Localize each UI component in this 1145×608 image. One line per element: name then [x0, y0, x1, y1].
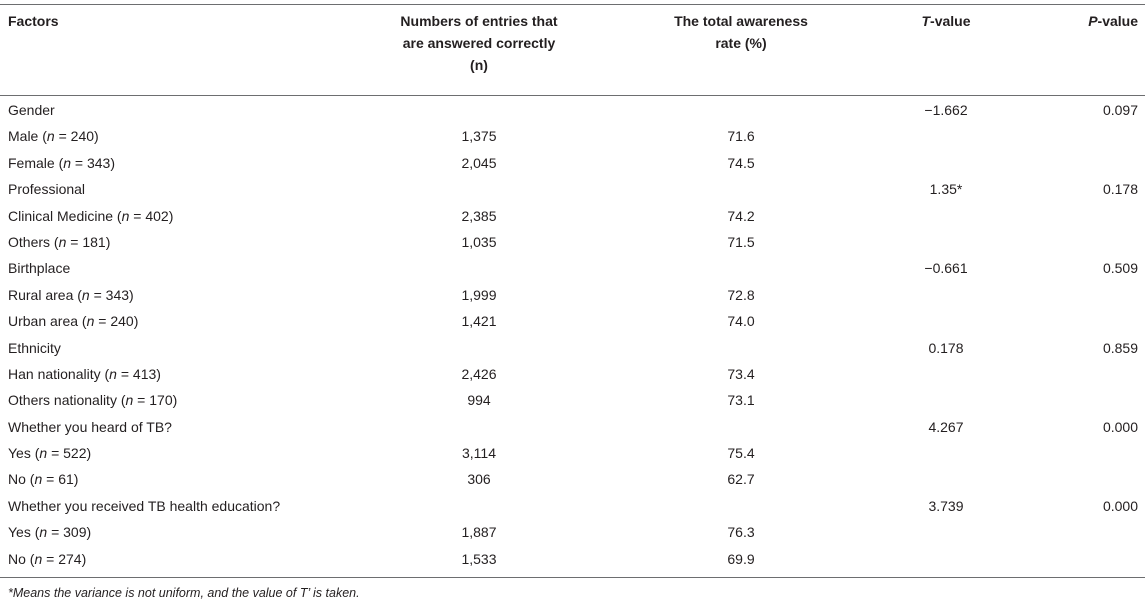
cell-factor [8, 519, 91, 545]
factor-label: No ( [8, 550, 35, 567]
cell-awareness-rate: 76.3 [727, 524, 755, 541]
table-row [0, 440, 1145, 466]
factor-count: = 309) [47, 524, 92, 541]
factor-label: Gender [8, 102, 55, 118]
cell-factor [8, 546, 86, 572]
header-rate-line2: rate (%) [715, 35, 767, 51]
cell-factor [8, 361, 161, 387]
table-body [0, 97, 1145, 572]
cell-factor [8, 203, 173, 229]
table-top-rule [0, 4, 1145, 5]
cell-entries: 1,035 [461, 233, 497, 250]
table-row [0, 493, 1145, 519]
cell-factor [8, 387, 177, 413]
header-p-value [1058, 10, 1138, 32]
cell-p-value: 0.859 [1102, 339, 1138, 356]
factor-n-symbol: n [34, 471, 43, 488]
factor-label: Female ( [8, 154, 64, 171]
header-t-letter: T [921, 13, 931, 29]
table-header-rule [0, 95, 1145, 96]
cell-t-value: −0.661 [924, 260, 968, 277]
table-row [0, 387, 1145, 413]
cell-awareness-rate: 74.5 [727, 154, 755, 171]
cell-t-value: 3.739 [928, 497, 964, 514]
header-entries [383, 10, 575, 76]
cell-entries: 2,045 [461, 154, 497, 171]
factor-label: Clinical Medicine ( [8, 207, 122, 224]
cell-factor [8, 308, 138, 334]
cell-factor [8, 414, 172, 440]
cell-p-value: 0.097 [1102, 102, 1138, 118]
cell-entries: 306 [467, 471, 491, 488]
table-row [0, 466, 1145, 492]
header-awareness-rate [673, 10, 809, 54]
factor-label: Yes ( [8, 445, 40, 462]
cell-awareness-rate: 71.5 [727, 233, 755, 250]
factor-label: Rural area ( [8, 286, 82, 303]
cell-awareness-rate: 62.7 [727, 471, 755, 488]
factor-label: Others ( [8, 233, 59, 250]
factor-count: = 343) [71, 154, 116, 171]
factor-n-symbol: n [125, 392, 134, 409]
cell-factor [8, 466, 78, 492]
cell-awareness-rate: 75.4 [727, 445, 755, 462]
header-p-letter: P [1088, 13, 1098, 29]
table-row [0, 255, 1145, 281]
factor-count: = 402) [129, 207, 174, 224]
factor-label: Urban area ( [8, 313, 87, 330]
cell-entries: 994 [467, 392, 491, 409]
factor-count: = 522) [47, 445, 92, 462]
cell-entries: 1,999 [461, 286, 497, 303]
cell-entries: 1,533 [461, 550, 497, 567]
cell-t-value: 0.178 [928, 339, 964, 356]
cell-t-value: 4.267 [928, 418, 964, 435]
factor-n-symbol: n [46, 128, 55, 145]
table-row [0, 361, 1145, 387]
cell-t-value: 1.35* [929, 181, 963, 198]
table-row [0, 308, 1145, 334]
cell-factor [8, 255, 70, 281]
factor-count: = 274) [42, 550, 87, 567]
cell-awareness-rate: 71.6 [727, 128, 755, 145]
table-row [0, 203, 1145, 229]
factor-n-symbol: n [39, 445, 48, 462]
cell-awareness-rate: 72.8 [727, 286, 755, 303]
header-p-suffix: -value [1097, 13, 1138, 29]
factor-label: Han nationality ( [8, 365, 110, 382]
cell-p-value: 0.000 [1102, 497, 1138, 514]
header-entries-line1: Numbers of entries that [400, 13, 558, 29]
factor-n-symbol: n [58, 233, 67, 250]
cell-factor [8, 335, 61, 361]
table-footnote: *Means the variance is not uniform, and the value of T’ is taken. [8, 586, 360, 600]
factor-count: = 61) [42, 471, 79, 488]
cell-awareness-rate: 73.1 [727, 392, 755, 409]
cell-factor [8, 150, 115, 176]
factor-label: Birthplace [8, 260, 71, 277]
cell-entries: 1,887 [461, 524, 497, 541]
factor-n-symbol: n [86, 313, 95, 330]
cell-factor [8, 123, 99, 149]
cell-entries: 1,421 [461, 313, 497, 330]
cell-factor [8, 282, 134, 308]
table-row [0, 123, 1145, 149]
header-t-value [898, 10, 994, 32]
factor-n-symbol: n [121, 207, 130, 224]
table-row [0, 282, 1145, 308]
cell-factor [8, 97, 55, 123]
factor-count: = 343) [89, 286, 134, 303]
cell-awareness-rate: 69.9 [727, 550, 755, 567]
factor-count: = 240) [94, 313, 139, 330]
header-factors-label: Factors [8, 13, 59, 29]
factor-n-symbol: n [81, 286, 90, 303]
factor-n-symbol: n [39, 524, 48, 541]
cell-entries: 2,426 [461, 365, 497, 382]
table-row [0, 229, 1145, 255]
factor-label: Whether you heard of TB? [8, 418, 172, 435]
cell-t-value: −1.662 [924, 102, 968, 118]
header-entries-line2: are answered correctly [402, 35, 556, 51]
table-bottom-rule [0, 577, 1145, 578]
factor-count: = 413) [116, 365, 161, 382]
table-row [0, 546, 1145, 572]
cell-p-value: 0.000 [1102, 418, 1138, 435]
header-rate-line1: The total awareness [674, 13, 808, 29]
table-row [0, 519, 1145, 545]
cell-entries: 1,375 [461, 128, 497, 145]
factor-n-symbol: n [109, 365, 117, 382]
cell-awareness-rate: 74.0 [727, 313, 755, 330]
cell-factor [8, 493, 280, 519]
factor-label: Professional [8, 181, 86, 198]
cell-entries: 2,385 [461, 207, 497, 224]
header-t-suffix: -value [930, 13, 971, 29]
table-row [0, 335, 1145, 361]
factor-label: No ( [8, 471, 35, 488]
header-entries-line3: (n) [470, 57, 488, 73]
cell-factor [8, 229, 110, 255]
table-row [0, 97, 1145, 123]
factor-label: Whether you received TB health education? [8, 497, 281, 514]
factor-label: Yes ( [8, 524, 40, 541]
cell-p-value: 0.509 [1102, 260, 1138, 277]
factor-label: Ethnicity [8, 339, 61, 356]
factor-count: = 240) [54, 128, 99, 145]
factor-count: = 181) [66, 233, 111, 250]
factor-count: = 170) [133, 392, 178, 409]
factor-n-symbol: n [63, 154, 72, 171]
cell-p-value: 0.178 [1102, 181, 1138, 198]
cell-factor [8, 440, 91, 466]
cell-awareness-rate: 73.4 [727, 365, 755, 382]
factor-label: Others nationality ( [8, 392, 126, 409]
cell-awareness-rate: 74.2 [727, 207, 755, 224]
table-row [0, 414, 1145, 440]
cell-factor [8, 176, 85, 202]
table-row [0, 150, 1145, 176]
cell-entries: 3,114 [462, 445, 496, 462]
factor-n-symbol: n [34, 550, 43, 567]
factor-label: Male ( [8, 128, 47, 145]
table-row [0, 176, 1145, 202]
header-factors [8, 10, 59, 32]
